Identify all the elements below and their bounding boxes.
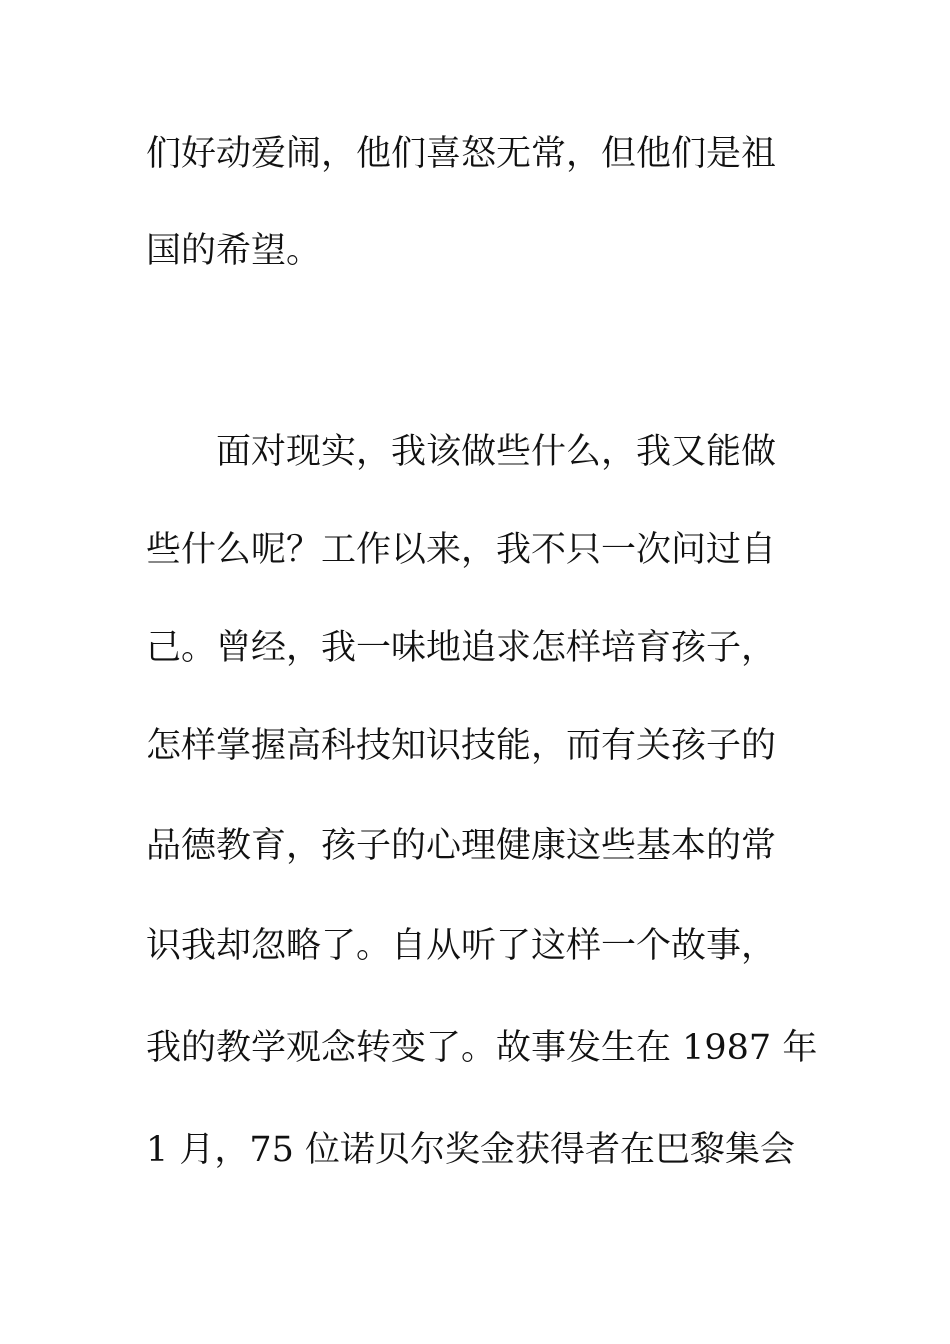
text-line: 品德教育，孩子的心理健康这些基本的常 bbox=[146, 826, 777, 866]
text-line: 些什么呢？工作以来，我不只一次问过自 bbox=[146, 530, 777, 570]
text-line: 面对现实，我该做些什么，我又能做 bbox=[216, 432, 777, 472]
text-line: 我的教学观念转变了。故事发生在 1987 年 bbox=[146, 1028, 818, 1068]
text-line: 们好动爱闹，他们喜怒无常，但他们是祖 bbox=[146, 134, 777, 174]
text-line: 识我却忽略了。自从听了这样一个故事， bbox=[146, 926, 777, 966]
text-line: 己。曾经，我一味地追求怎样培育孩子， bbox=[146, 628, 777, 668]
text-line: 怎样掌握高科技知识技能，而有关孩子的 bbox=[146, 726, 777, 766]
text-line: 1 月，75 位诺贝尔奖金获得者在巴黎集会 bbox=[146, 1130, 796, 1170]
text-line: 国的希望。 bbox=[146, 231, 322, 271]
